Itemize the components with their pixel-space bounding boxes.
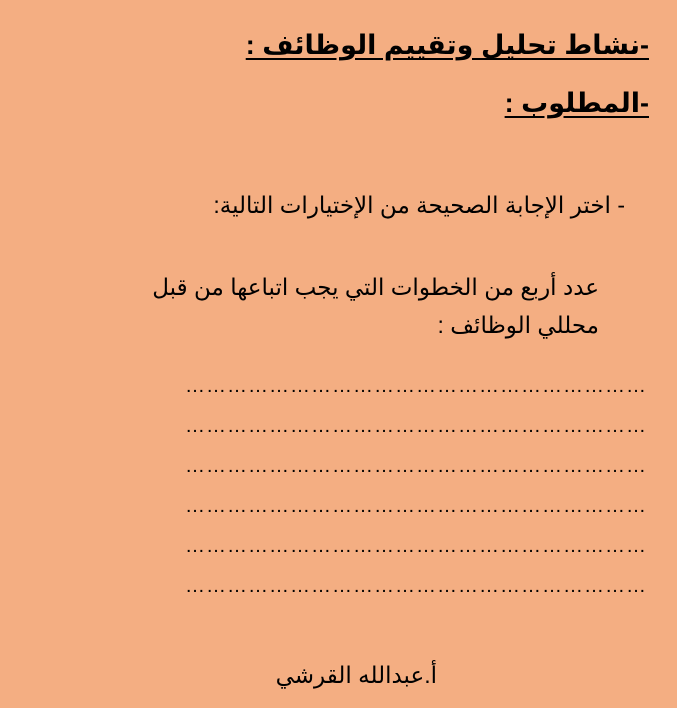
section-heading: -المطلوب :	[504, 88, 649, 118]
answer-line: …………………………………………………………	[185, 455, 647, 477]
page-title: -نشاط تحليل وتقييم الوظائف :	[245, 30, 649, 60]
answer-line: …………………………………………………………	[185, 535, 647, 557]
author-name: أ.عبدالله القرشي	[275, 662, 437, 688]
answer-lines	[87, 366, 647, 606]
answer-line: …………………………………………………………	[185, 495, 647, 517]
instruction-text: - اختر الإجابة الصحيحة من الإختيارات التالية:	[213, 192, 625, 218]
answer-line: …………………………………………………………	[185, 575, 647, 597]
question-text: عدد أربع من الخطوات التي يجب اتباعها من قبل محللي الوظائف :	[152, 274, 599, 338]
answer-line: …………………………………………………………	[185, 375, 647, 397]
answer-line: …………………………………………………………	[185, 415, 647, 437]
